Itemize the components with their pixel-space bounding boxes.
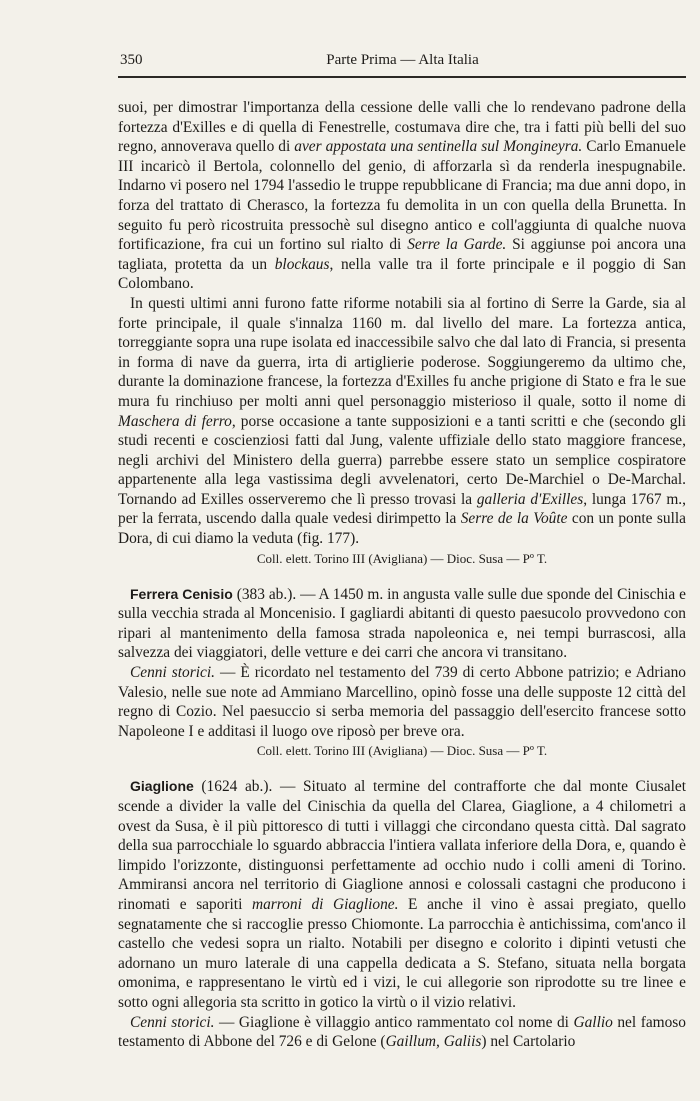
text-run: (383 ab.). — A 1450 m. in angusta valle sulle due sponde del Cinischia e sulla vecchia strada al Moncenisio. I gagliardi abitanti di questo paesucolo provvedono con ripari al mantenimento della famosa strada napoleonica e, nei tempi burrascosi, alla salvezza dei viaggiatori, delle vetture e dei carri che ancora vi transitano. — [118, 585, 686, 662]
text-run: , porse occasione a tante supposizioni e a tanti scritti e che (secondo gli studi recenti e coscienziosi fatti dal Jung, valente uffiziale dello stato maggiore francese, negli archivi del Ministero della guerra) parrebbe essere stato un semplice cospiratore appartenente alla lega vastissima degli avvelenatori, certo De-Marchiel o De-Marchal. Tornando ad Exilles osserveremo che lì presso trovasi la — [118, 412, 686, 508]
italic-run: Cenni storici. — [130, 664, 215, 682]
source-note: Coll. elett. Torino III (Avigliana) — Dioc. Susa — Pº T. — [256, 743, 548, 759]
italic-run: Maschera di ferro — [118, 412, 232, 430]
text-run: con un ponte sulla Dora, di cui diamo la veduta (fig. 177). — [118, 510, 686, 548]
running-head: Parte Prima — Alta Italia — [326, 52, 479, 68]
exilles-paragraph — [118, 294, 686, 549]
italic-run: Cenni storici. — [130, 1013, 215, 1031]
body-text — [118, 98, 686, 1052]
text-run: In questi ultimi anni furono fatte riforme notabili sia al fortino di Serre la Garde, sia al forte principale, il quale s'innalza 1160 m. dal livello del mare. La fortezza antica, torreggiante sopra una rupe isolata ed inaccessibile salvo che dal lato di Francia, si presenta in forma di nave da guerra, irta di artiglierie poderose. Soggiungeremo da ultimo che, durante la dominazione francese, la fortezza d'Exilles fu anche prigione di Stato e fra le sue mura fu rinchiuso per molti anni quel personaggio misterioso il quale, sotto il nome di — [118, 294, 686, 410]
text-run: — Giaglione è villaggio antico rammentato col nome di — [214, 1013, 574, 1031]
text-run: Carlo Emanuele III incaricò il Bertola, colonnello del genio, di afforzarla sì da renderla inespugnabile. Indarno vi posero nel 1794 l'assedio le truppe repubblicane di Francia; ma due anni dopo, in forza del trattato di Cherasco, la fortezza fu demolita in un con quella della Brunetta. In seguito fu però ricostruita pressochè sul disegno antico e coll'aggiunta di qualche nuova fortificazione, fra cui un fortino sul rialto di — [118, 138, 686, 254]
entry-title: Ferrera Cenisio — [130, 585, 233, 602]
page-number: 350 — [120, 52, 143, 68]
giaglione-history — [118, 1013, 686, 1052]
giaglione-entry — [118, 777, 686, 1012]
text-run: suoi, per dimostrar l'importanza della cessione delle valli che lo rendevano padrone della fortezza d'Exilles e di quella di Fenestrelle, costumava dire che, tra i fatti più belli del suo regno, annoverava quello di — [118, 99, 686, 156]
header-rule — [118, 76, 686, 78]
text-run: , nella valle tra il forte principale e il poggio di San Colombano. — [118, 255, 686, 293]
text-run: , lunga 1767 m., per la ferrata, uscendo dalla quale vedesi dirimpetto la — [118, 490, 686, 528]
italic-run: aver appostata una sentinella sul Mongineyra. — [294, 138, 583, 156]
text-run: E anche il vino è assai pregiato, quello segnatamente che si raccoglie presso Chiomonte. La parrocchia è antichissima, com'anco il castello che vedesi sopra un rialto. Notabili per disegno e colorito i dipinti vetusti che adornano un muro laterale di una cappella dedicata a S. Stefano, situata nella borgata omonima, e rappresentano le virtù ed i vizi, le cui allegorie son riprodotte su tre linee e sotto ogni allegoria sta scritto in gotico la virtù o il vizio relativi. — [118, 895, 686, 1011]
intro-paragraph — [118, 98, 686, 294]
text-run: nel famoso testamento di Abbone del 726 e di Gelone ( — [118, 1013, 686, 1051]
italic-run: galleria d'Exilles — [476, 490, 584, 508]
italic-run: Gaillum, Galiis — [385, 1033, 482, 1051]
entry-title: Giaglione — [130, 778, 194, 795]
italic-run: marroni di Giaglione. — [251, 895, 399, 913]
page-header — [120, 52, 685, 74]
ferrera-entry — [118, 585, 686, 663]
text-run: ) nel Cartolario — [481, 1033, 576, 1051]
text-run: — È ricordato nel testamento del 739 di certo Abbone patrizio; e Adriano Valesio, nelle sue note ad Ammiano Marcellino, opinò fosse una delle supposte 12 città del regno di Cozio. Nel paesuccio si serba memoria del passaggio dell'esercito francese sotto Napoleone I e additasi il luogo ove riposò per breve ora. — [118, 664, 686, 740]
ferrera-history — [118, 663, 686, 741]
italic-run: Serre la Garde. — [407, 236, 507, 254]
italic-run: Serre de la Voûte — [460, 510, 568, 528]
italic-run: blockaus — [274, 255, 330, 273]
italic-run: Gallio — [573, 1013, 613, 1031]
source-note: Coll. elett. Torino III (Avigliana) — Dioc. Susa — Pº T. — [256, 550, 548, 566]
text-run: (1624 ab.). — Situato al termine del contrafforte che dal monte Ciusalet scende a divider la valle del Cinischia da quella del Clarea, Giaglione, a 4 chilometri a ovest da Susa, è il più pittoresco di tutti i villaggi che circondano questa città. Dal sagrato della sua parrocchiale lo sguardo abbraccia l'intiera vallata inferiore della Dora, e, quando è limpido l'orizzonte, distinguonsi perfettamente ad occhio nudo i colli ameni di Torino. Ammiransi ancora nel territorio di Giaglione annosi e colossali castagni che producono i rinomati e saporiti — [118, 778, 686, 913]
entry-text — [118, 778, 686, 1011]
text-run: Si aggiunse poi ancora una tagliata, protetta da un — [118, 236, 686, 273]
